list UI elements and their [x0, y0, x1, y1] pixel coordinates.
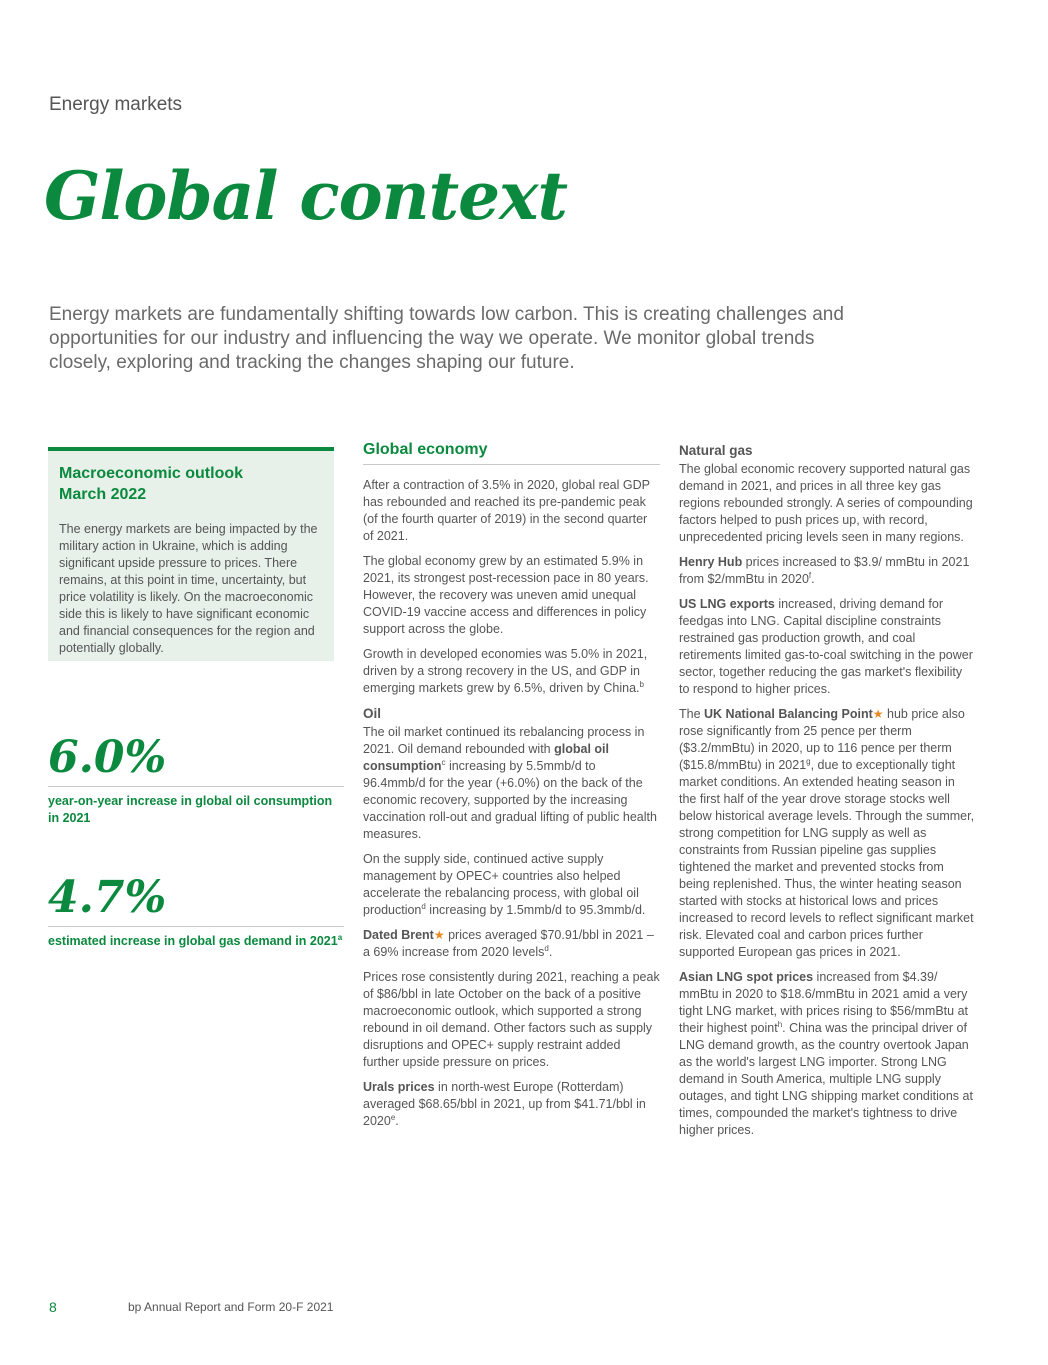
economy-paragraph-1: After a contraction of 3.5% in 2020, global real GDP has rebounded and reached its pre-pandemic peak (of the fourth quarter of 2019) in the second quarter of 2021.: [363, 478, 650, 543]
stat-value: 4.7%: [48, 872, 167, 923]
outlook-title: Macroeconomic outlook March 2022: [59, 465, 244, 503]
footer-document-title: bp Annual Report and Form 20-F 2021: [128, 1300, 334, 1314]
stat-caption: estimated increase in global gas demand in 2021$^a$: [48, 932, 343, 948]
page-number: 8: [49, 1299, 57, 1315]
natural-gas-heading: Natural gas: [679, 443, 753, 458]
global-economy-heading: Global economy: [363, 440, 660, 465]
intro-paragraph: Energy markets are fundamentally shifting towards low carbon. This is creating challenges and opportunities for our industry and influencing the way we operate. We monitor global trends closely, exploring and tracking the changes shaping our future.: [49, 304, 844, 373]
stat-caption: year-on-year increase in global oil consumption in 2021: [48, 794, 333, 825]
economy-paragraph-2: The global economy grew by an estimated 5.9% in 2021, its strongest post-recession pace in 80 years. However, the recovery was uneven amid unequal COVID-19 vaccine access and differences in policy support across the globe.: [363, 554, 649, 636]
star-icon: ★: [872, 707, 884, 721]
gas-paragraph-5: Asian LNG spot prices increased from $4.39/ mmBtu in 2020 to $18.6/mmBtu in 2021 amid a very tight LNG market, with prices rising to $56/mmBtu at their highest point$^h$. China was the principal driver of LNG demand growth, as the country overtook Japan as the world's largest LNG importer. Strong LNG demand in South America, multiple LNG supply outages, and tight LNG shipping market conditions at times, compounded the market's tightness to drive higher prices.: [679, 970, 973, 1137]
macroeconomic-outlook-box: [48, 447, 334, 661]
oil-paragraph-1: The oil market continued its rebalancing process in 2021. Oil demand rebounded with global oil consumption$^c$ increasing by 5.5mmb/d to 96.4mmb/d for the year (+6.0%) on the back of the economic recovery, supported by the increasing vaccination roll-out and gradual lifting of public health measures.: [363, 725, 657, 841]
gas-paragraph-2: Henry Hub prices increased to $3.9/ mmBtu in 2021 from $2/mmBtu in 2020$^f$.: [679, 555, 970, 586]
star-icon: ★: [433, 928, 445, 942]
stat-value: 6.0%: [48, 732, 167, 783]
stat-oil-consumption: [48, 732, 344, 827]
stat-divider: [48, 786, 344, 787]
oil-paragraph-5: Urals prices in north-west Europe (Rotterdam) averaged $68.65/bbl in 2021, up from $41.71/bbl in 2020e.: [363, 1080, 646, 1128]
economy-paragraph-3: Growth in developed economies was 5.0% in 2021, driven by a strong recovery in the US, and GDP in emerging markets grew by 6.5%, driven by China.$^b$: [363, 647, 648, 695]
stat-gas-demand: [48, 872, 344, 950]
oil-paragraph-3: Dated Brent★ prices averaged $70.91/bbl in 2021 – a 69% increase from 2020 levels$^d$.: [363, 928, 654, 959]
outlook-body: The energy markets are being impacted by the military action in Ukraine, which is adding significant upside pressure to prices. There remains, at this point in time, uncertainty, but price volatility is likely. On the macroeconomic side this is likely to have significant economic and financial consequences for the region and potentially globally.: [59, 522, 318, 655]
section-label: Energy markets: [49, 94, 183, 115]
page-title: Global context: [44, 157, 567, 235]
oil-paragraph-4: Prices rose consistently during 2021, reaching a peak of $86/bbl in late October on the back of a positive macroeconomic outlook, which supported a strong rebound in oil demand. Other factors such as supply disruptions and OPEC+ supply restraint added further upside pressure on prices.: [363, 970, 660, 1069]
gas-paragraph-4: The UK National Balancing Point★ hub price also rose significantly from 25 pence per therm ($3.2/mmBtu) in 2020, up to 116 pence per therm ($15.8/mmBtu) in 2021$^g$, due to exceptionally tight market conditions. An extended heating season in the first half of the year drove storage stocks well below historical average levels. Through the summer, strong competition for LNG supply as well as constraints from Russian pipeline gas supplies tightened the market and prevented stocks from being replenished. Thus, the winter heating season started with stocks at historical lows and prices increased to record levels to reflect significant market risk. Elevated coal and carbon prices further supported European gas prices in 2021.: [679, 707, 975, 959]
column-natural-gas: [679, 440, 975, 1147]
oil-heading: Oil: [363, 706, 382, 721]
stat-divider: [48, 926, 344, 927]
oil-paragraph-2: On the supply side, continued active supply management by OPEC+ countries also helped accelerate the rebalancing process, with global oil production$^d$ increasing by 1.5mmb/d to 95.3mmb/d.: [363, 852, 646, 917]
gas-paragraph-3: US LNG exports increased, driving demand for feedgas into LNG. Capital discipline constraints restrained gas production growth, and coal retirements limited gas-to-coal switching in the power sector, together reducing the gas market's flexibility to respond to higher prices.: [679, 597, 973, 696]
column-economy-oil: [363, 440, 660, 1138]
gas-paragraph-1: The global economic recovery supported natural gas demand in 2021, and prices in all three key gas regions rebounded strongly. A series of compounding factors helped to push prices up, with record, unprecedented pricing levels seen in many regions.: [679, 462, 973, 544]
